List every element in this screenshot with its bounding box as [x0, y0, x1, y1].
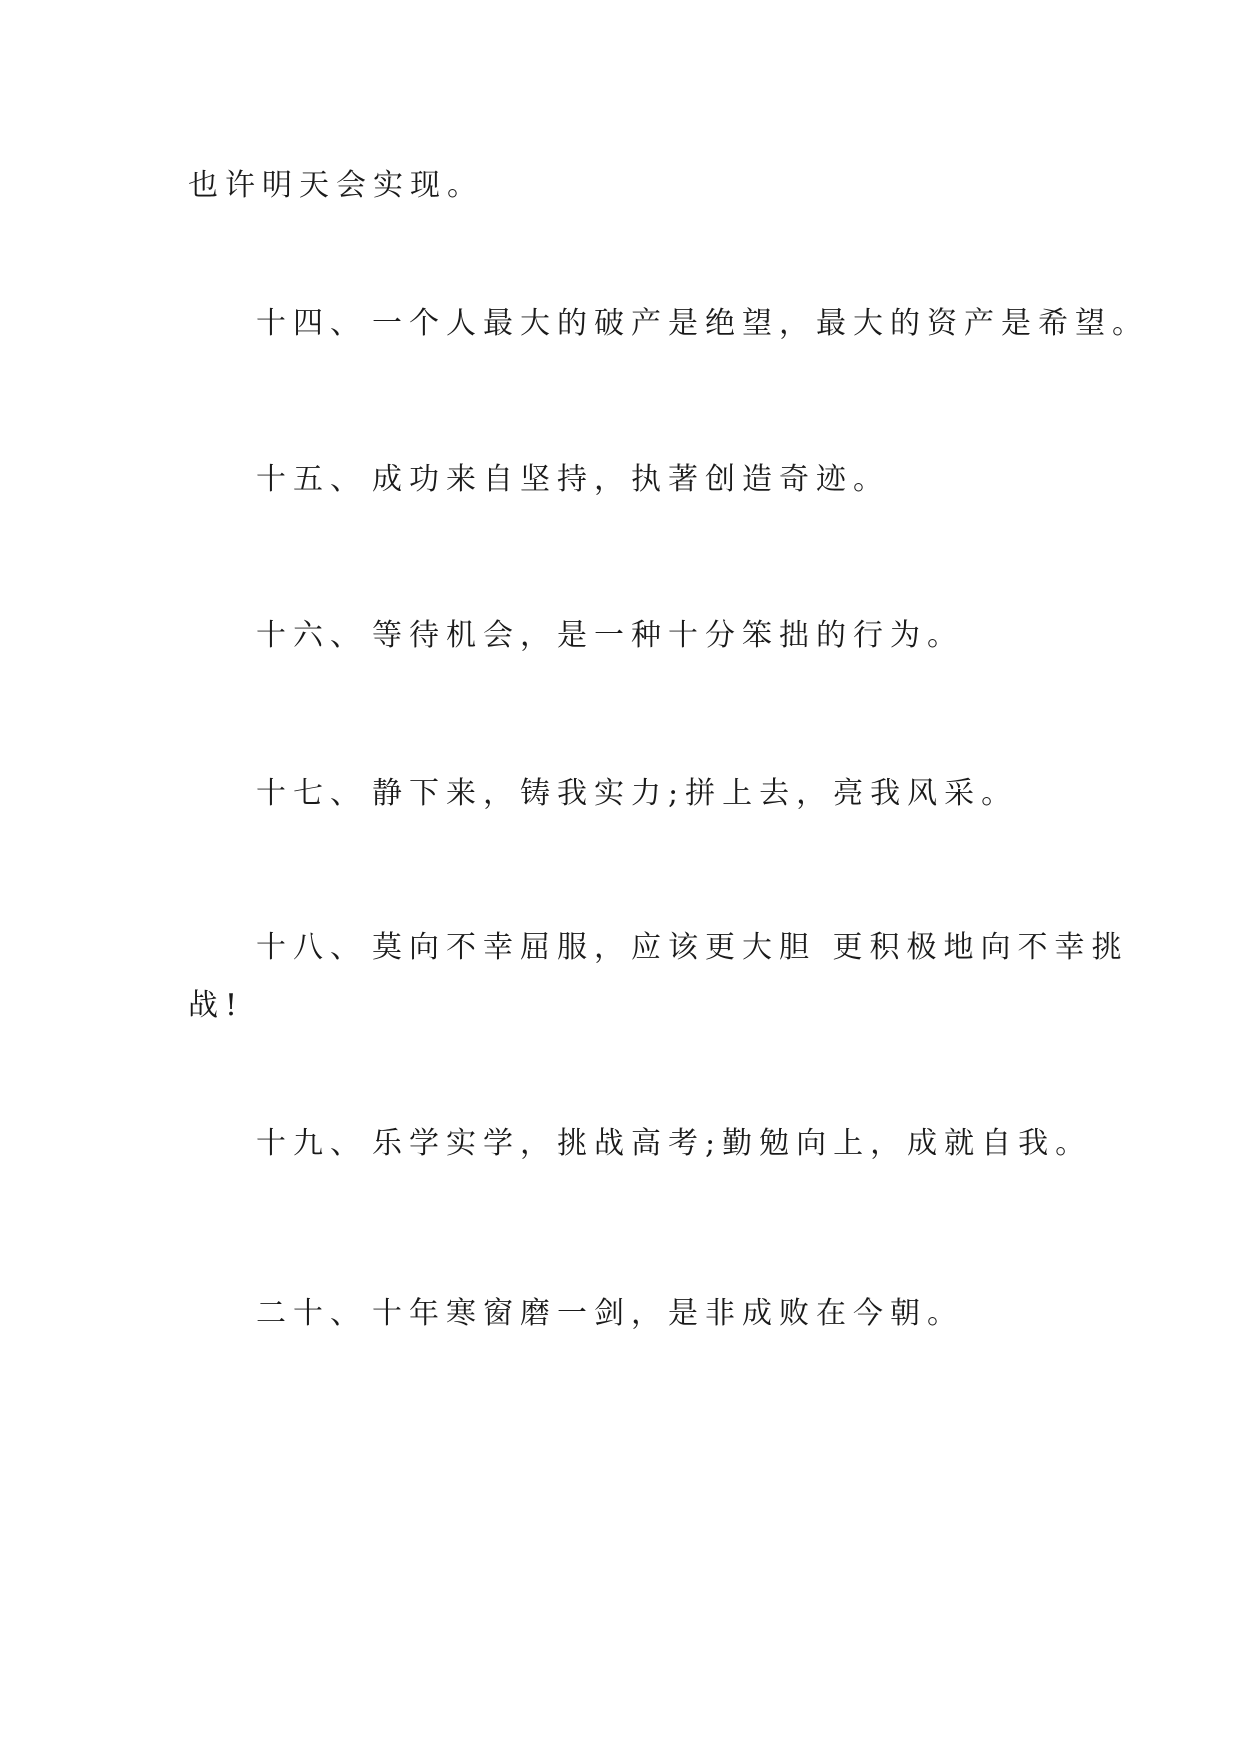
list-item	[256, 930, 1129, 966]
item-number: 十九、	[256, 1126, 367, 1161]
item-text: 静下来，铸我实力;拼上去，亮我风采。	[372, 776, 1019, 811]
item-text: 成功来自坚持，执著创造奇迹。	[372, 462, 890, 497]
item-text: 等待机会，是一种十分笨拙的行为。	[372, 618, 964, 653]
item-text: 乐学实学，挑战高考;勤勉向上，成就自我。	[372, 1126, 1093, 1161]
item-number: 十六、	[256, 618, 367, 653]
item-text: 十年寒窗磨一剑，是非成败在今朝。	[372, 1296, 964, 1331]
item-number: 十七、	[256, 776, 367, 811]
list-item	[256, 462, 890, 498]
list-item	[256, 618, 964, 654]
item-text: 一个人最大的破产是绝望，最大的资产是希望。	[372, 306, 1149, 341]
list-item	[256, 306, 1149, 342]
list-item	[256, 776, 1018, 812]
list-item	[256, 1296, 964, 1332]
item-text-continuation: 战!	[188, 988, 245, 1023]
item-number: 二十、	[256, 1296, 367, 1331]
item-number: 十五、	[256, 462, 367, 497]
list-item	[256, 1126, 1092, 1162]
item-text: 莫向不幸屈服，应该更大胆 更积极地向不幸挑	[372, 930, 1129, 965]
item-number: 十四、	[256, 306, 367, 341]
paragraph-continuation: 也许明天会实现。	[188, 168, 484, 203]
item-number: 十八、	[256, 930, 367, 965]
